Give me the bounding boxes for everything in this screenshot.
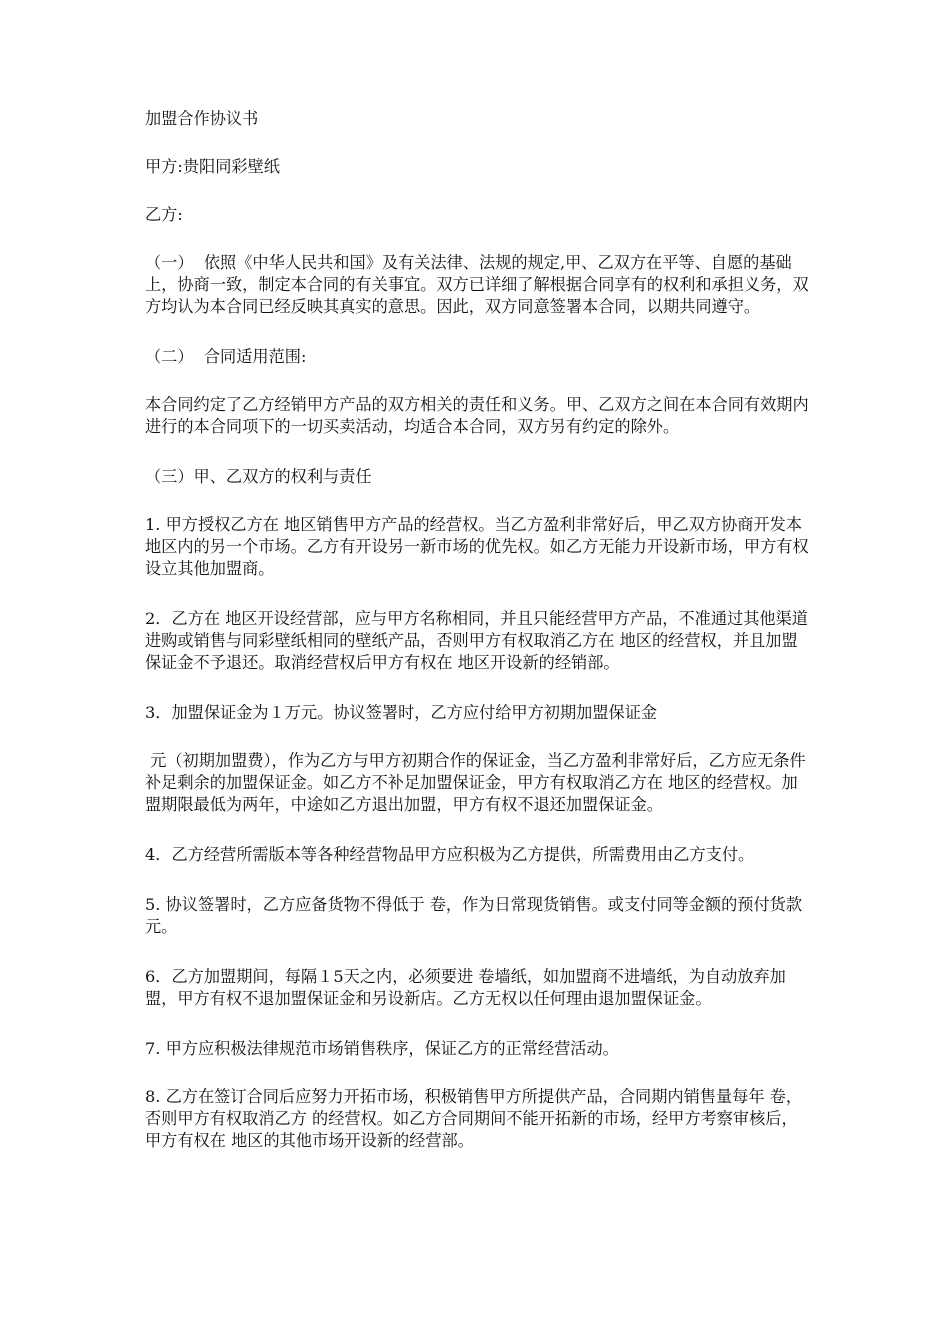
- clause-2-paragraph: 本合同约定了乙方经销甲方产品的双方相关的责任和义务。甲、乙双方之间在本合同有效期内进行的本合同项下的一切买卖活动，均适合本合同，双方另有约定的除外。: [145, 395, 809, 436]
- party-b-line: 乙方:: [145, 205, 183, 224]
- item-4-paragraph: 4．乙方经营所需版本等各种经营物品甲方应积极为乙方提供，所需费用由乙方支付。: [145, 845, 755, 864]
- item-5-paragraph: 5. 协议签署时，乙方应备货物不得低于 卷，作为日常现货销售。或支付同等金额的预付货款 元。: [145, 895, 808, 936]
- item-7-paragraph: 7. 甲方应积极法律规范市场销售秩序，保证乙方的正常经营活动。: [145, 1039, 619, 1058]
- clause-2-heading: （二） 合同适用范围:: [145, 347, 307, 366]
- item-8-paragraph: 8. 乙方在签订合同后应努力开拓市场，积极销售甲方所提供产品，合同期内销售量每年 卷，否则甲方有权取消乙方 的经营权。如乙方合同期间不能开拓新的市场，经甲方考察审核后，甲方有权在 地区的其他市场开设新的经营部。: [145, 1087, 803, 1150]
- clause-3-heading: （三）甲、乙双方的权利与责任: [145, 467, 372, 486]
- agreement-page: [145, 108, 810, 1152]
- document-title: 加盟合作协议书: [145, 109, 259, 128]
- item-3-paragraph: 元（初期加盟费），作为乙方与甲方初期合作的保证金，当乙方盈利非常好后，乙方应无条件补足剩余的加盟保证金。如乙方不补足加盟保证金，甲方有权取消乙方在 地区的经营权。加盟期限最低为两年，中途如乙方退出加盟，甲方有权不退还加盟保证金。: [145, 751, 806, 814]
- item-6-paragraph: 6．乙方加盟期间，每隔１5天之内，必须要进 卷墙纸，如加盟商不进墙纸，为自动放弃加盟，甲方有权不退加盟保证金和另设新店。乙方无权以任何理由退加盟保证金。: [145, 967, 786, 1008]
- item-2-paragraph: 2．乙方在 地区开设经营部，应与甲方名称相同，并且只能经营甲方产品，不准通过其他渠道进购或销售与同彩壁纸相同的壁纸产品，否则甲方有权取消乙方在 地区的经营权，并且加盟保证金不予退还。取消经营权后甲方有权在 地区开设新的经销部。: [145, 609, 808, 672]
- clause-1-paragraph: （一） 依照《中华人民共和国》及有关法律、法规的规定,甲、乙双方在平等、自愿的基础上，协商一致，制定本合同的有关事宜。双方已详细了解根据合同享有的权利和承担义务，双方均认为本合同已经反映其真实的意思。因此，双方同意签署本合同，以期共同遵守。: [145, 253, 809, 316]
- party-a-line: 甲方:贵阳同彩壁纸: [145, 157, 280, 176]
- item-1-paragraph: 1. 甲方授权乙方在 地区销售甲方产品的经营权。当乙方盈利非常好后，甲乙双方协商开发本地区内的另一个市场。乙方有开设另一新市场的优先权。如乙方无能力开设新市场，甲方有权设立其他加盟商。: [145, 515, 809, 578]
- item-3-first-line: 3．加盟保证金为１万元。协议签署时，乙方应付给甲方初期加盟保证金: [145, 703, 658, 722]
